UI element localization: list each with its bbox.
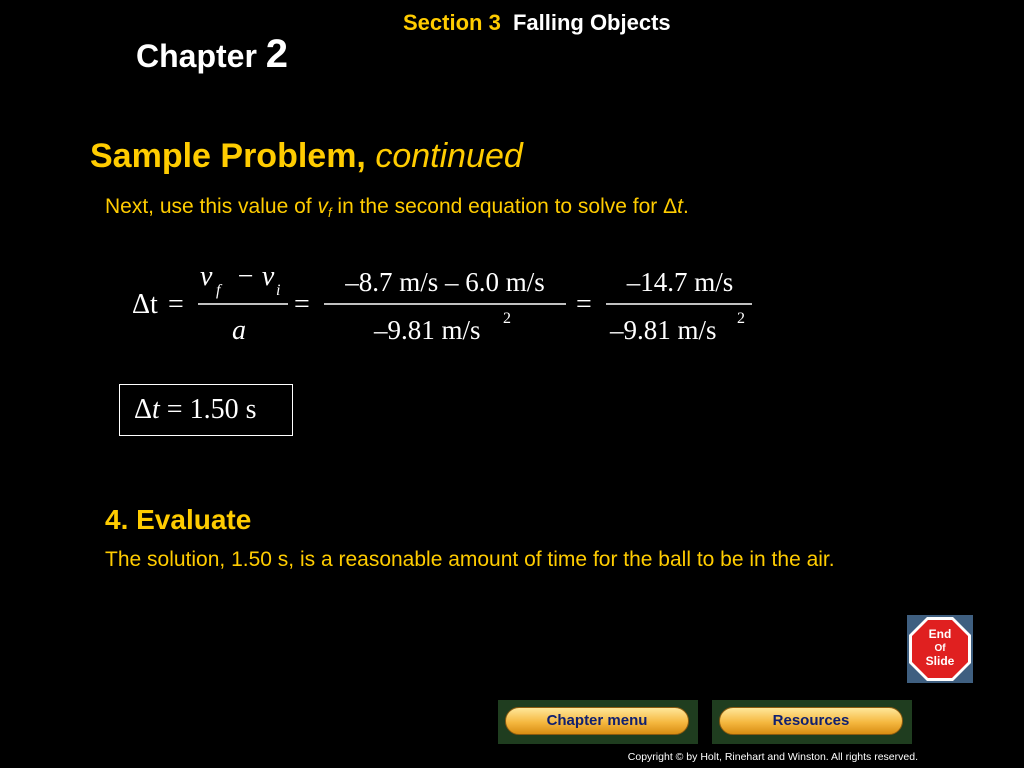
- evaluate-heading: 4. Evaluate: [105, 504, 252, 535]
- chapter-menu-button[interactable]: Chapter menu: [505, 707, 689, 735]
- equation-equals-3: =: [576, 289, 592, 320]
- slide-heading-continued: continued: [375, 137, 523, 175]
- f1-den: a: [232, 315, 246, 346]
- intro-target: t: [677, 195, 684, 218]
- section-header: [403, 8, 671, 38]
- f2-num: –8.7 m/s – 6.0 m/s: [345, 267, 545, 297]
- f1-num-v: v: [200, 261, 213, 292]
- copyright-notice: Copyright © by Holt, Rinehart and Winston. All rights reserved.: [627, 751, 918, 763]
- resources-button[interactable]: Resources: [719, 707, 903, 735]
- chapter-label: [136, 34, 288, 76]
- chapter-number: 2: [265, 32, 289, 76]
- evaluate-text: The solution, 1.50 s, is a reasonable amount of time for the ball to be in the air.: [105, 548, 835, 571]
- answer-equals: =: [159, 394, 190, 425]
- answer-var: t: [152, 394, 160, 425]
- f2-den: –9.81 m/s: [374, 315, 481, 345]
- chapter-menu-panel: [498, 700, 698, 744]
- f1-num-sub-f: f: [216, 282, 221, 299]
- end-of-slide-line2: Of: [934, 643, 946, 654]
- answer-value: 1.50 s: [189, 394, 257, 425]
- intro-after: in the second equation to solve for: [331, 195, 664, 218]
- stop-sign-icon: [907, 615, 973, 683]
- answer-delta: Δ: [134, 394, 153, 425]
- equation: [120, 255, 780, 355]
- end-of-slide-button[interactable]: [907, 615, 973, 683]
- equation-equals-1: =: [168, 289, 184, 320]
- resources-panel: [712, 700, 912, 744]
- end-of-slide-line3: Slide: [925, 654, 955, 668]
- intro-var-subscript: f: [327, 205, 332, 220]
- f3-num: –14.7 m/s: [626, 267, 734, 297]
- section-title: Falling Objects: [512, 10, 671, 35]
- slide-heading-main: Sample Problem,: [90, 137, 366, 175]
- intro-text: [105, 192, 689, 228]
- equation-svg: [120, 255, 780, 355]
- intro-delta: Δ: [663, 195, 678, 218]
- intro-var-symbol: v: [317, 195, 328, 218]
- intro-end: .: [683, 195, 689, 218]
- equation-equals-2: =: [294, 289, 310, 320]
- end-of-slide-line1: End: [928, 627, 952, 641]
- f3-den: –9.81 m/s: [610, 315, 717, 345]
- answer-box: [119, 384, 293, 436]
- f2-den-exp: 2: [503, 310, 511, 327]
- intro-before: Next, use this value of: [105, 195, 318, 218]
- f1-num-sub-i: i: [276, 282, 281, 299]
- equation-lhs: Δt: [132, 289, 158, 320]
- slide-heading: [90, 134, 523, 178]
- f3-den-exp: 2: [737, 310, 745, 327]
- section-label: Section 3: [403, 10, 501, 35]
- chapter-word: Chapter: [136, 38, 257, 74]
- f1-num-minus-v: − v: [236, 261, 275, 292]
